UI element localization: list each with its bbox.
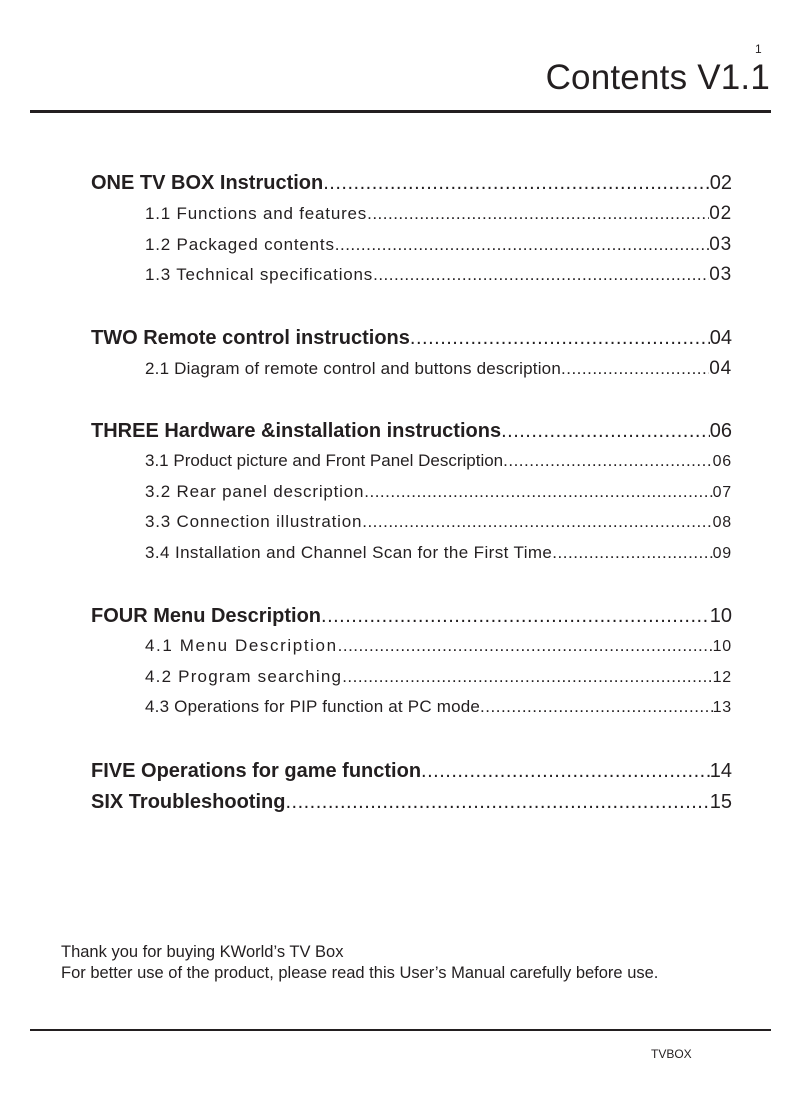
- toc-page-number: 03: [709, 233, 732, 255]
- spacer: [91, 388, 732, 420]
- toc-section-title: 4.2 Program searching: [145, 666, 343, 686]
- toc-page-number: 08: [712, 514, 732, 531]
- toc-chapter-four: [91, 605, 732, 636]
- toc-chapter-six: [91, 791, 732, 822]
- toc-chapter-three: [91, 420, 732, 451]
- dot-leader: [501, 420, 710, 443]
- footer-brand: TVBOX: [651, 1047, 692, 1061]
- toc-chapter-title: FOUR Menu Description: [91, 605, 322, 627]
- usage-note-line: For better use of the product, please read this User’s Manual carefully before use.: [61, 964, 659, 982]
- dot-leader: [285, 791, 709, 814]
- dot-leader: [367, 204, 709, 224]
- dot-leader: [561, 359, 709, 379]
- toc-page-number: 02: [709, 172, 732, 194]
- dot-leader: [342, 667, 712, 687]
- toc-page-number: 06: [712, 453, 732, 470]
- toc-page-number: 12: [712, 668, 732, 686]
- toc-chapter-title: ONE TV BOX Instruction: [91, 172, 324, 194]
- toc-page-number: 04: [709, 326, 732, 349]
- table-of-contents: [91, 172, 732, 822]
- closing-message: [61, 942, 658, 984]
- toc-page-number: 03: [709, 264, 732, 285]
- toc-section-title: 3.1 Product picture and Front Panel Description: [145, 451, 504, 470]
- dot-leader: [503, 451, 712, 471]
- toc-page-number: 13: [712, 699, 732, 716]
- toc-page-number: 15: [709, 790, 732, 813]
- toc-section-title: 3.2 Rear panel description: [145, 481, 365, 501]
- toc-section-title: 4.3 Operations for PIP function at PC mode: [145, 697, 481, 716]
- toc-section-1-1: [145, 203, 732, 234]
- dot-leader: [321, 605, 710, 628]
- dot-leader: [364, 482, 712, 502]
- toc-section-title: 1.3 Technical specifications: [145, 265, 374, 284]
- toc-section-4-3: [145, 697, 732, 728]
- toc-page-number: 04: [709, 357, 732, 379]
- toc-page-number: 02: [709, 203, 732, 224]
- dot-leader: [421, 760, 710, 783]
- toc-page-number: 07: [712, 483, 732, 501]
- toc-section-2-1: [145, 358, 732, 389]
- toc-chapter-one: [91, 172, 732, 203]
- toc-section-3-3: [145, 512, 732, 543]
- dot-leader: [362, 512, 712, 532]
- toc-chapter-title: SIX Troubleshooting: [91, 790, 286, 813]
- footer-divider: [30, 1029, 771, 1031]
- dot-leader: [335, 235, 710, 255]
- spacer: [91, 295, 732, 327]
- toc-section-title: 4.1 Menu Description: [145, 636, 338, 655]
- dot-leader: [373, 265, 709, 285]
- toc-section-title: 1.1 Functions and features: [145, 204, 368, 223]
- toc-section-3-1: [145, 451, 732, 482]
- toc-section-title: 1.2 Packaged contents: [145, 234, 335, 254]
- page-title: Contents V1.1: [545, 58, 770, 97]
- toc-section-title: 2.1 Diagram of remote control and buttons description: [145, 358, 561, 378]
- page-number: 1: [755, 42, 762, 56]
- toc-section-4-1: [145, 636, 732, 667]
- toc-section-3-4: [145, 543, 732, 574]
- dot-leader: [480, 697, 713, 717]
- spacer: [91, 728, 732, 760]
- dot-leader: [338, 636, 713, 656]
- toc-section-3-2: [145, 482, 732, 513]
- dot-leader: [552, 543, 712, 563]
- toc-section-title: 3.3 Connection illustration: [145, 512, 363, 531]
- toc-section-title: 3.4 Installation and Channel Scan for the First Time: [145, 542, 553, 562]
- toc-page-number: 06: [709, 420, 732, 442]
- toc-chapter-two: [91, 327, 732, 358]
- toc-chapter-title: FIVE Operations for game function: [91, 759, 422, 782]
- header-divider: [30, 110, 771, 113]
- dot-leader: [410, 327, 710, 350]
- thank-you-line: Thank you for buying KWorld’s TV Box: [61, 943, 344, 961]
- toc-page-number: 09: [712, 544, 732, 562]
- toc-page-number: 14: [709, 759, 732, 782]
- toc-chapter-five: [91, 760, 732, 791]
- toc-section-1-3: [145, 264, 732, 295]
- dot-leader: [323, 172, 710, 195]
- toc-section-1-2: [145, 234, 732, 265]
- toc-chapter-title: TWO Remote control instructions: [91, 326, 410, 349]
- spacer: [91, 573, 732, 605]
- toc-page-number: 10: [712, 638, 732, 655]
- toc-section-4-2: [145, 667, 732, 698]
- toc-chapter-title: THREE Hardware &installation instructions: [91, 420, 502, 442]
- toc-page-number: 10: [709, 605, 732, 627]
